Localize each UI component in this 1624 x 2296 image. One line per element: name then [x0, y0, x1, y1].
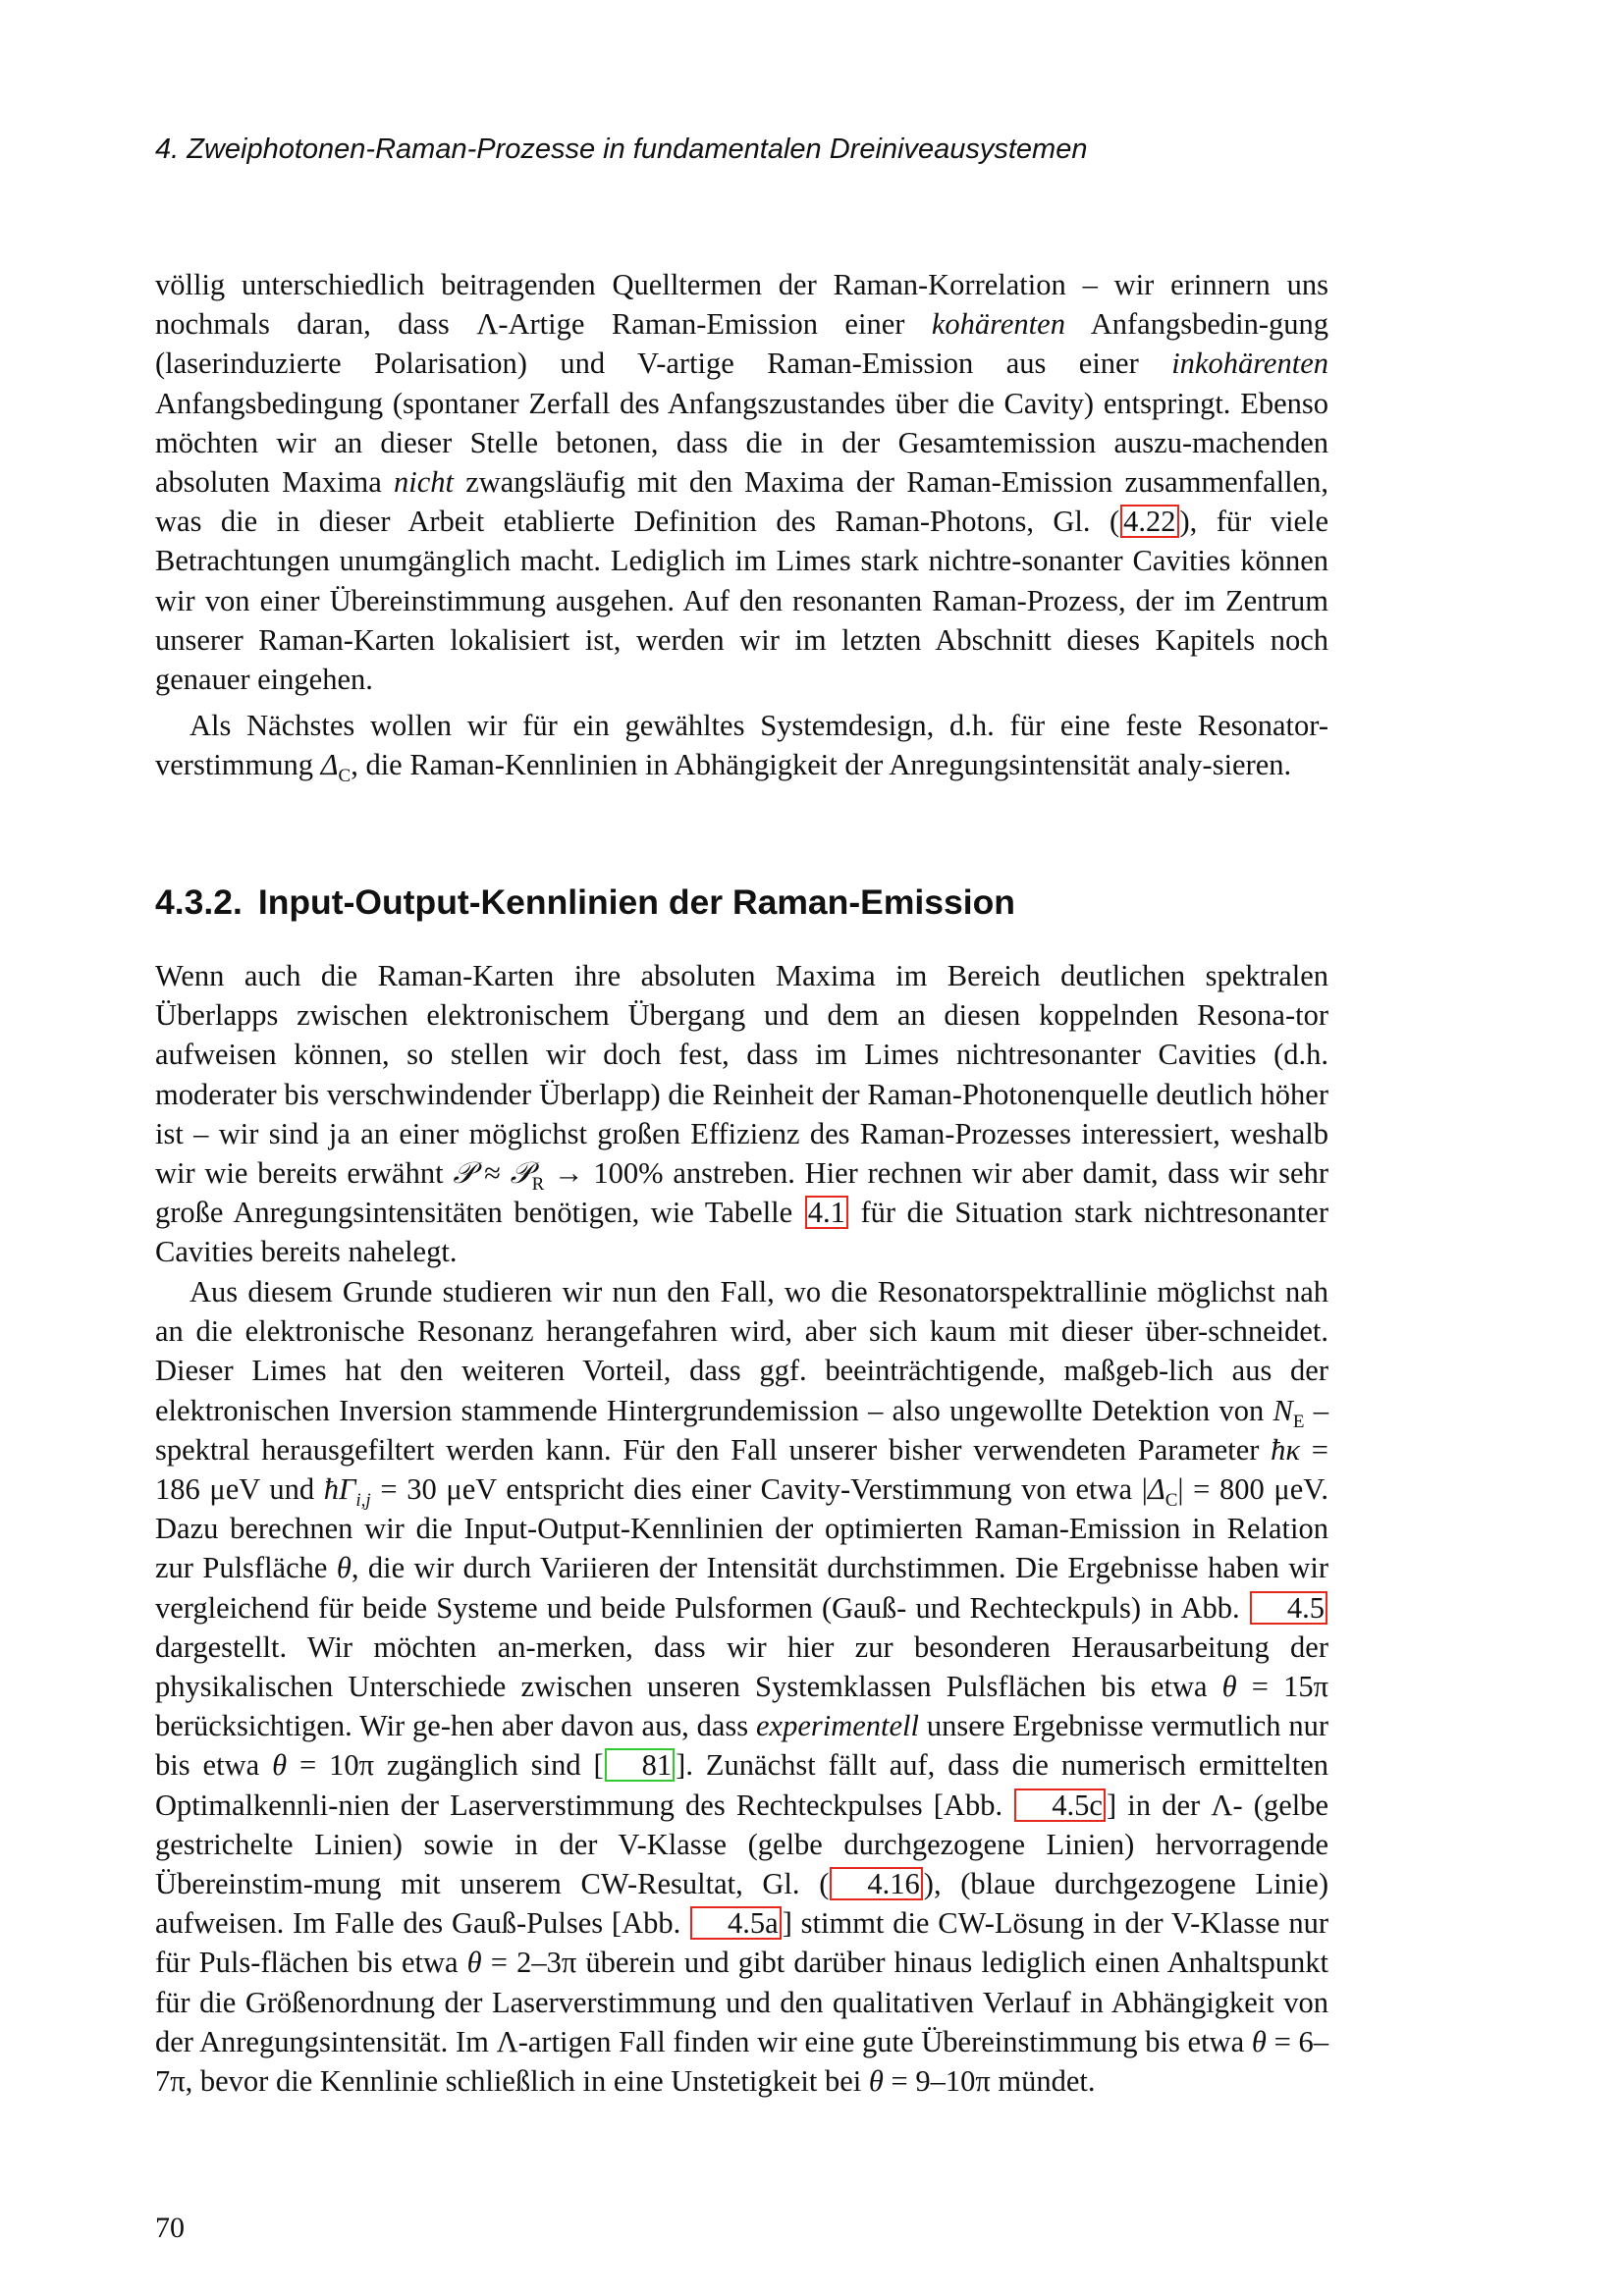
math-subscript: E	[1292, 1411, 1305, 1432]
math-N: N	[1272, 1393, 1293, 1427]
text-run: → 100% anstreben. Hier rechnen wir aber damit, dass wir sehr große Anregungsintensitäten benötigen, wie Tabelle	[155, 1156, 1328, 1230]
table-ref-link[interactable]: 4.1	[805, 1196, 848, 1229]
paragraph-4	[155, 1272, 1328, 2101]
math-theta: θ	[336, 1551, 352, 1585]
math-hbar-gamma: ħΓ	[323, 1472, 356, 1507]
text-run: = 15π berücksichtigen. Wir ge-hen aber davon aus, dass	[155, 1670, 1328, 1743]
emphasis-inkohaerenten: inkohärenten	[1171, 347, 1328, 381]
math-theta: θ	[272, 1748, 288, 1783]
text-run: zwangsläufig mit den Maxima der Raman-Emission zusammenfallen, was die in dieser Arbeit etablierte Definition des Raman-Photons, Gl. (	[155, 465, 1328, 539]
math-theta: θ	[1251, 2024, 1267, 2058]
paragraph-2	[155, 706, 1328, 787]
math-delta: Δ	[320, 748, 339, 782]
running-head: 4. Zweiphotonen-Raman-Prozesse in fundamentalen Dreiniveausystemen	[155, 133, 1088, 165]
section-number: 4.3.2.	[155, 882, 243, 922]
text-run: = 6–7π, bevor die Kennlinie schließlich in eine Unstetigkeit bei	[155, 2024, 1329, 2099]
text-run: für die Situation stark nichtresonanter Cavities bereits nahelegt.	[155, 1196, 1328, 1269]
math-theta: θ	[868, 2064, 884, 2099]
text-run: Anfangsbedin-gung (laserinduzierte Polarisation) und V-artige Raman-Emission aus einer	[155, 307, 1329, 381]
text-run: Als Nächstes wollen wir für ein gewähltes Systemdesign, d.h. für eine feste Resonator-verstimmung	[155, 709, 1328, 782]
text-run: Anfangsbedingung (spontaner Zerfall des Anfangszustandes über die Cavity) entspringt. Ebenso möchten wir an dieser Stelle betonen, dass die in der Gesamtemission auszu-machenden absoluten Maxima	[155, 386, 1328, 500]
figure-ref-link[interactable]: 4.5c	[1014, 1789, 1106, 1822]
paragraph-1	[155, 265, 1328, 699]
equation-ref-link[interactable]: 4.16	[830, 1867, 922, 1900]
text-run: völlig unterschiedlich beitragenden Quelltermen der Raman-Korrelation – wir erinnern uns nochmals daran, dass Λ-Artige Raman-Emission einer	[155, 268, 1328, 342]
text-run: , die Raman-Kennlinien in Abhängigkeit der Anregungsintensität analy-sieren.	[351, 748, 1292, 782]
text-run: – spektral herausgefiltert werden kann. Für den Fall unserer bisher verwendeten Parameter	[155, 1393, 1328, 1467]
text-run: ]. Zunächst fällt auf, dass die numerisch ermittelten Optimalkennli-nien der Laserverstimmung des Rechteckpulses [Abb.	[155, 1748, 1328, 1822]
math-PR: 𝒫	[510, 1156, 532, 1191]
text-run: = 2–3π überein und gibt darüber hinaus lediglich einen Anhaltspunkt für die Größenordnung der Laserverstimmung und den qualitativen Verlauf in Abhängigkeit von der Anregungsintensität. Im Λ-artigen Fall finden wir eine gute Übereinstimmung bis etwa	[155, 1946, 1329, 2058]
text-run: ), (blaue durchgezogene Linie) aufweisen. Im Falle des Gauß-Pulses [Abb.	[155, 1867, 1328, 1941]
text-run: = 9–10π mündet.	[883, 2064, 1096, 2099]
paragraph-3	[155, 956, 1328, 1272]
text-run: = 10π zugänglich sind [	[287, 1748, 604, 1783]
text-run: , die wir durch Variieren der Intensität durchstimmen. Die Ergebnisse haben wir vergleichend für beide Systeme und beide Pulsformen (Gauß- und Rechteckpuls) in Abb.	[155, 1551, 1329, 1625]
figure-ref-link[interactable]: 4.5a	[690, 1906, 782, 1940]
text-run: dargestellt. Wir möchten an-merken, dass wir hier zur besonderen Herausarbeitung der physikalischen Unterschiede zwischen unseren Systemklassen Pulsflächen bis etwa	[155, 1629, 1328, 1704]
text-run: = 30 μeV entspricht dies einer Cavity-Verstimmung von etwa |	[370, 1472, 1148, 1507]
math-subscript: C	[338, 766, 352, 787]
page-number: 70	[155, 2212, 185, 2244]
text-run: ] stimmt die CW-Lösung in der V-Klasse nur für Puls-flächen bis etwa	[155, 1906, 1329, 1980]
math-subscript: C	[1164, 1490, 1178, 1512]
math-theta: θ	[1221, 1670, 1237, 1704]
text-run: = 186 μeV und	[155, 1432, 1328, 1507]
math-hbar-kappa: ħκ	[1271, 1432, 1301, 1467]
citation-link[interactable]: 81	[605, 1748, 676, 1782]
math-approx: ≈	[474, 1156, 511, 1191]
text-run: Aus diesem Grunde studieren wir nun den Fall, wo die Resonatorspektrallinie möglichst nah an die elektronische Resonanz herangefahren wird, aber sich kaum mit dieser über-schneidet. Dieser Limes hat den weiteren Vorteil, dass ggf. beeinträchtigende, maßgeb-lich aus der elektronischen Inversion stammende Hintergrundemission – also ungewollte Detektion von	[155, 1275, 1328, 1427]
text-run: | = 800 μeV. Dazu berechnen wir die Input-Output-Kennlinien der optimierten Raman-Emission in Relation zur Pulsfläche	[155, 1472, 1328, 1585]
math-subscript: R	[531, 1174, 545, 1196]
emphasis-experimentell: experimentell	[756, 1709, 919, 1743]
emphasis-nicht: nicht	[393, 465, 454, 500]
math-P: 𝒫	[453, 1156, 475, 1191]
text-run: ), für viele Betrachtungen unumgänglich macht. Lediglich im Limes stark nichtre-sonanter Cavities können wir von einer Übereinstimmung ausgehen. Auf den resonanten Raman-Prozess, der im Zentrum unserer Raman-Karten lokalisiert ist, werden wir im letzten Abschnitt dieses Kapitels noch genauer eingehen.	[155, 505, 1328, 697]
equation-ref-link[interactable]: 4.22	[1120, 505, 1178, 538]
section-title: Input-Output-Kennlinien der Raman-Emission	[257, 882, 1015, 922]
math-subscript: i,j	[355, 1490, 371, 1512]
math-theta: θ	[466, 1946, 482, 1980]
text-run: ] in der Λ- (gelbe gestrichelte Linien) sowie in der V-Klasse (gelbe durchgezogene Linien) hervorragende Übereinstim-mung mit unserem CW-Resultat, Gl. (	[155, 1788, 1328, 1901]
section-heading	[155, 882, 1015, 923]
text-run: unsere Ergebnisse vermutlich nur bis etwa	[155, 1709, 1328, 1783]
figure-ref-link[interactable]: 4.5	[1250, 1591, 1327, 1625]
emphasis-kohaerenten: kohärenten	[931, 307, 1065, 342]
text-run: Wenn auch die Raman-Karten ihre absoluten Maxima im Bereich deutlichen spektralen Überlapps zwischen elektronischem Übergang und dem an diesen koppelnden Resona-tor aufweisen können, so stellen wir doch fest, dass im Limes nichtresonanter Cavities (d.h. moderater bis verschwindender Überlapp) die Reinheit der Raman-Photonenquelle deutlich höher ist – wir sind ja an einer möglichst großen Effizienz des Raman-Prozesses interessiert, weshalb wir wie bereits erwähnt	[155, 959, 1328, 1191]
math-delta: Δ	[1147, 1472, 1165, 1507]
